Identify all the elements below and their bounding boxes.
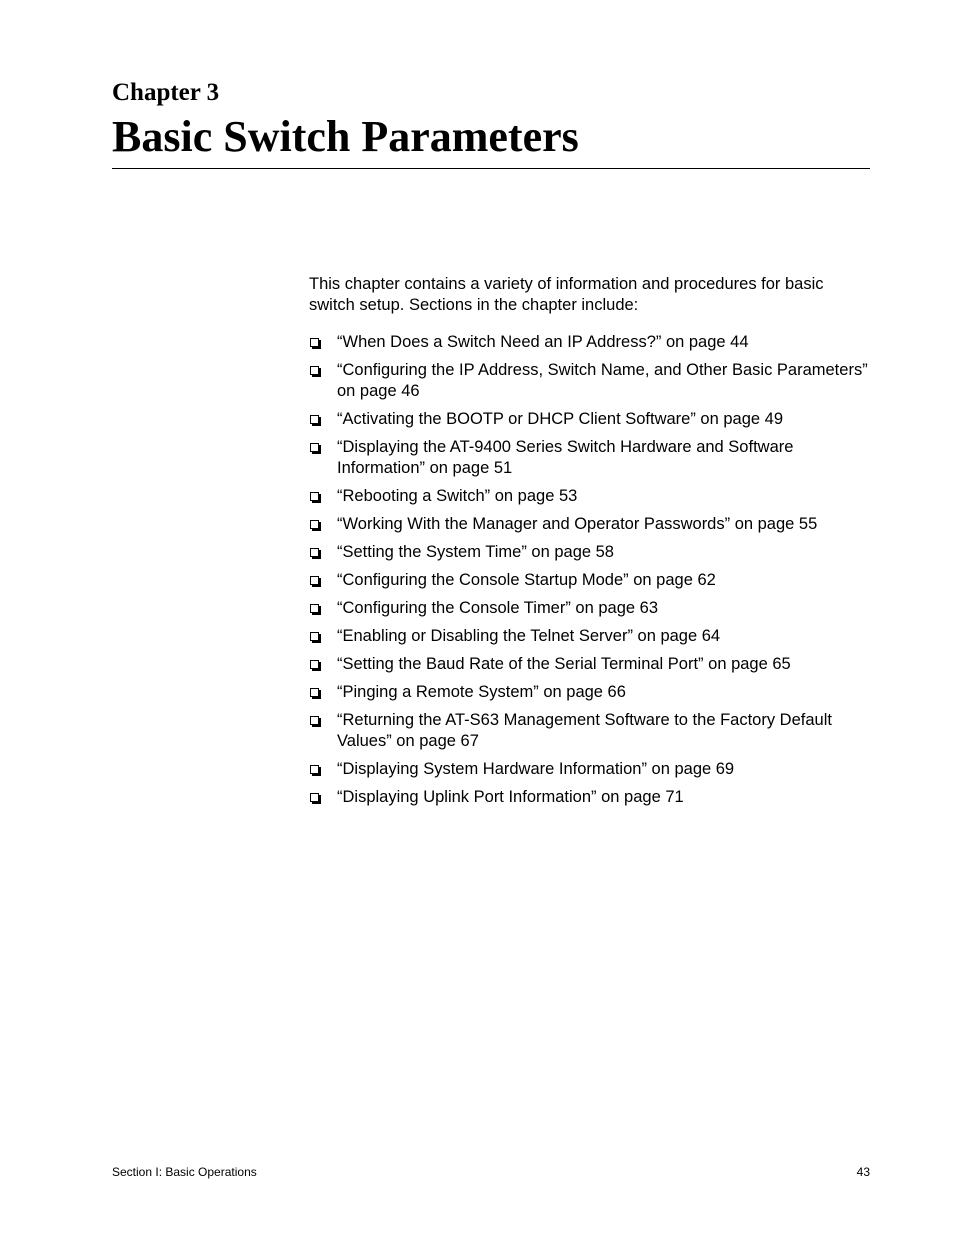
- footer-section-label: Section I: Basic Operations: [112, 1165, 257, 1179]
- list-item: [309, 409, 869, 430]
- page-title: Basic Switch Parameters: [112, 112, 579, 161]
- list-item: [309, 654, 869, 675]
- list-item-text: “Setting the Baud Rate of the Serial Terminal Port” on page 65: [337, 655, 791, 673]
- list-item: [309, 437, 869, 479]
- list-item: [309, 759, 869, 780]
- box-bullet-icon: [310, 520, 319, 529]
- box-bullet-icon: [310, 443, 319, 452]
- box-bullet-icon: [310, 492, 319, 501]
- box-bullet-icon: [310, 716, 319, 725]
- list-item: [309, 626, 869, 647]
- box-bullet-icon: [310, 366, 319, 375]
- list-item: [309, 542, 869, 563]
- box-bullet-icon: [310, 660, 319, 669]
- list-item-text: “Configuring the Console Timer” on page 63: [337, 599, 659, 617]
- box-bullet-icon: [310, 632, 319, 641]
- footer-page-number: 43: [856, 1165, 870, 1179]
- box-bullet-icon: [310, 415, 319, 424]
- box-bullet-icon: [310, 688, 319, 697]
- list-item: [309, 787, 869, 808]
- section-list: [309, 332, 869, 808]
- list-item-text: “Displaying the AT-9400 Series Switch Hardware and Software Information” on page 51: [337, 438, 794, 477]
- list-item: [309, 570, 869, 591]
- intro-paragraph: This chapter contains a variety of information and procedures for basic switch setup. Sections in the chapter include:: [309, 275, 824, 314]
- list-item-text: “Returning the AT-S63 Management Software to the Factory Default Values” on page 67: [337, 711, 832, 750]
- list-item-text: “Working With the Manager and Operator Passwords” on page 55: [337, 515, 818, 533]
- list-item-text: “Configuring the IP Address, Switch Name, and Other Basic Parameters” on page 46: [337, 361, 868, 400]
- list-item: [309, 514, 869, 535]
- list-item-text: “Setting the System Time” on page 58: [337, 543, 614, 561]
- list-item-text: “When Does a Switch Need an IP Address?” on page 44: [337, 333, 749, 351]
- box-bullet-icon: [310, 338, 319, 347]
- list-item-text: “Enabling or Disabling the Telnet Server” on page 64: [337, 627, 721, 645]
- box-bullet-icon: [310, 576, 319, 585]
- box-bullet-icon: [310, 765, 319, 774]
- list-item-text: “Configuring the Console Startup Mode” on page 62: [337, 571, 716, 589]
- list-item: [309, 360, 869, 402]
- list-item-text: “Displaying System Hardware Information” on page 69: [337, 760, 735, 778]
- list-item: [309, 682, 869, 703]
- chapter-label: Chapter 3: [112, 79, 220, 106]
- box-bullet-icon: [310, 604, 319, 613]
- box-bullet-icon: [310, 793, 319, 802]
- list-item: [309, 710, 869, 752]
- list-item: [309, 598, 869, 619]
- list-item-text: “Displaying Uplink Port Information” on page 71: [337, 788, 684, 806]
- list-item-text: “Rebooting a Switch” on page 53: [337, 487, 578, 505]
- list-item: [309, 332, 869, 353]
- list-item-text: “Activating the BOOTP or DHCP Client Software” on page 49: [337, 410, 784, 428]
- box-bullet-icon: [310, 548, 319, 557]
- list-item: [309, 486, 869, 507]
- title-divider: [112, 168, 870, 169]
- chapter-content: [309, 274, 869, 815]
- list-item-text: “Pinging a Remote System” on page 66: [337, 683, 626, 701]
